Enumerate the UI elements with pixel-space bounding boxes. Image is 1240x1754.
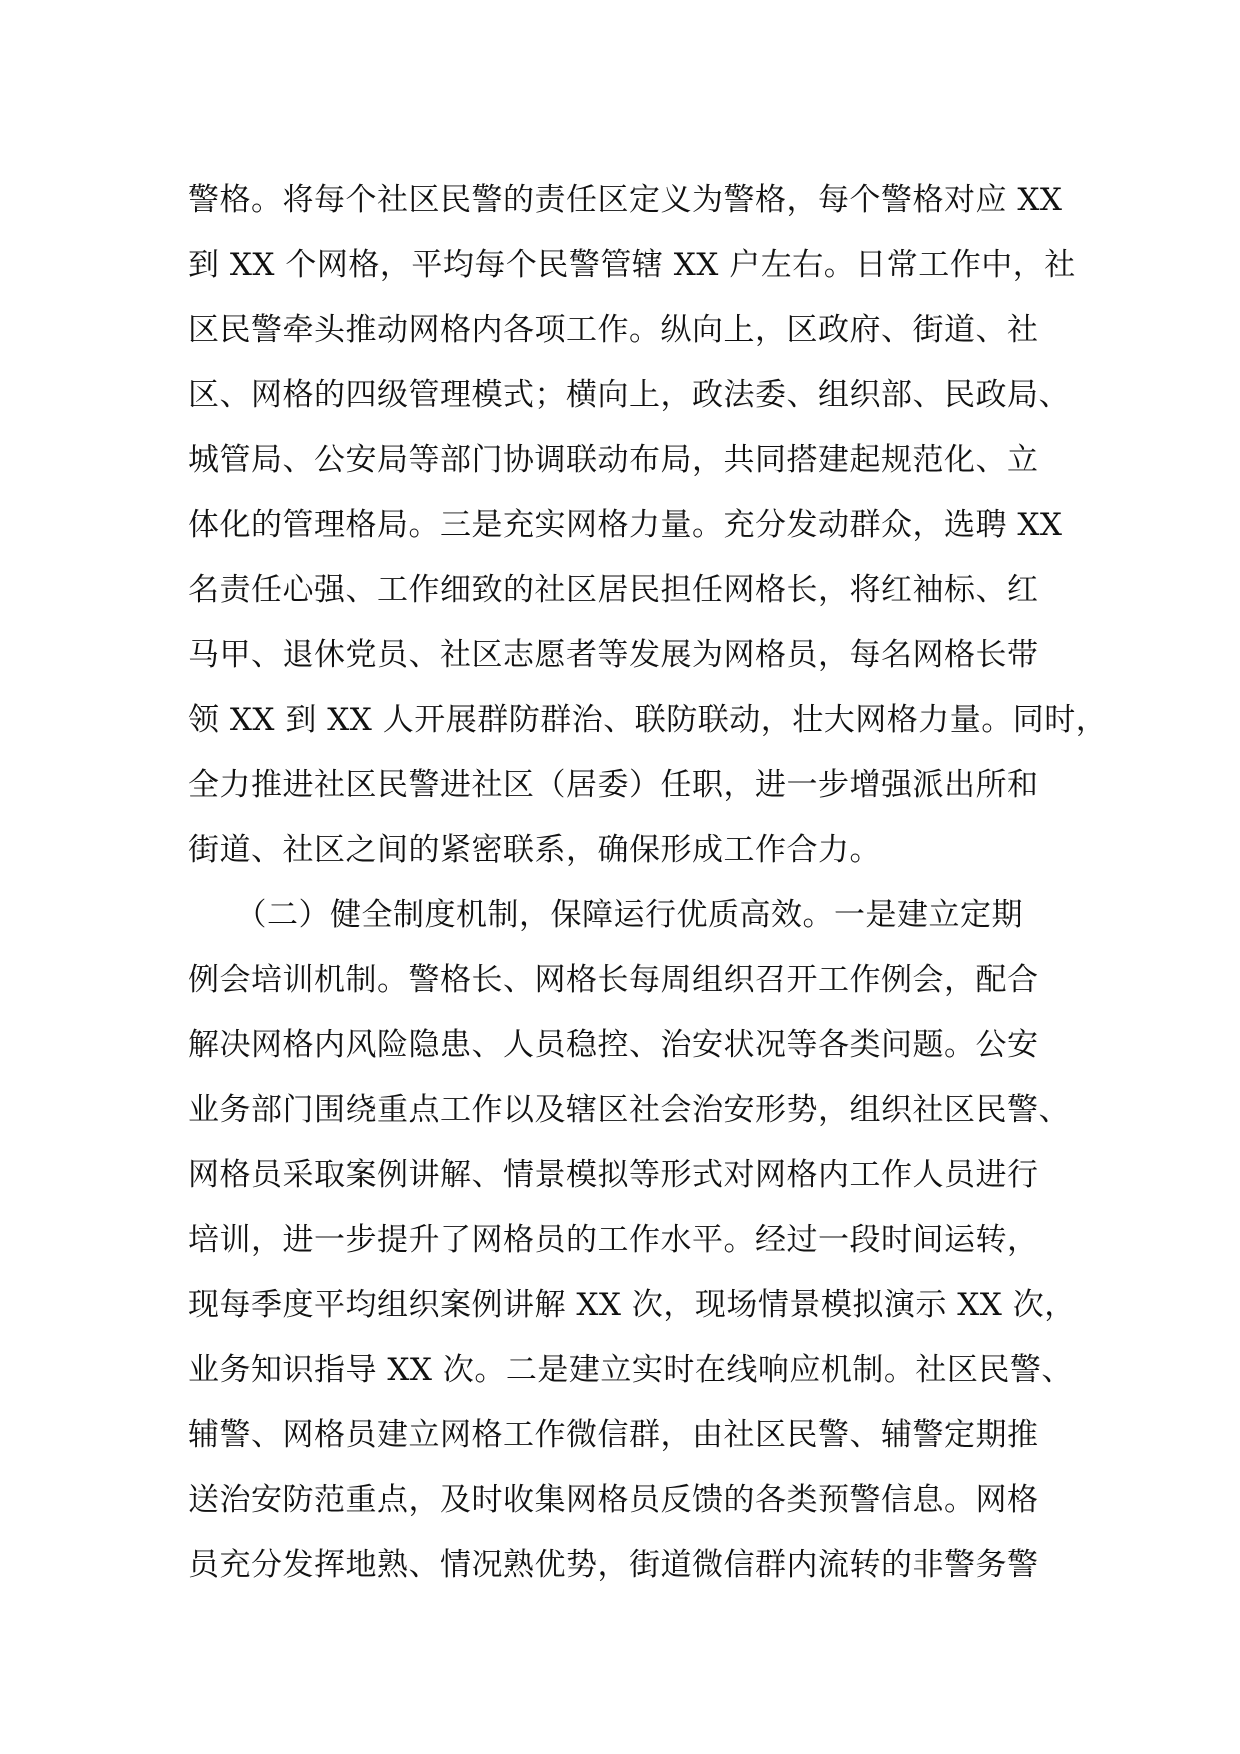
text-line: 街道、社区之间的紧密联系，确保形成工作合力。 xyxy=(188,832,881,868)
text-line: 员充分发挥地熟、情况熟优势，街道微信群内流转的非警务警 xyxy=(188,1547,1039,1583)
text-line: 到 XX 个网格，平均每个民警管辖 XX 户左右。日常工作中，社 xyxy=(188,247,1076,283)
text-line: 业务部门围绕重点工作以及辖区社会治安形势，组织社区民警、 xyxy=(188,1092,1070,1128)
section-heading-line: （二）健全制度机制，保障运行优质高效。一是建立定期 xyxy=(188,897,1023,933)
text-line: 全力推进社区民警进社区（居委）任职，进一步增强派出所和 xyxy=(188,767,1039,803)
text-line: 区民警牵头推动网格内各项工作。纵向上，区政府、街道、社 xyxy=(188,312,1039,348)
text-line: 城管局、公安局等部门协调联动布局，共同搭建起规范化、立 xyxy=(188,442,1039,478)
text-line: 网格员采取案例讲解、情景模拟等形式对网格内工作人员进行 xyxy=(188,1157,1039,1193)
body-text xyxy=(188,168,1108,1598)
text-line: 解决网格内风险隐患、人员稳控、治安状况等各类问题。公安 xyxy=(188,1027,1039,1063)
text-line: 送治安防范重点，及时收集网格员反馈的各类预警信息。网格 xyxy=(188,1482,1039,1518)
text-line: 体化的管理格局。三是充实网格力量。充分发动群众，选聘 XX xyxy=(188,507,1063,543)
text-line: 例会培训机制。警格长、网格长每周组织召开工作例会，配合 xyxy=(188,962,1039,998)
text-line: 马甲、退休党员、社区志愿者等发展为网格员，每名网格长带 xyxy=(188,637,1039,673)
text-line: 警格。将每个社区民警的责任区定义为警格，每个警格对应 XX xyxy=(188,182,1063,218)
text-line: 业务知识指导 XX 次。二是建立实时在线响应机制。社区民警、 xyxy=(188,1352,1073,1388)
text-line: 名责任心强、工作细致的社区居民担任网格长，将红袖标、红 xyxy=(188,572,1039,608)
text-line: 领 XX 到 XX 人开展群防群治、联防联动，壮大网格力量。同时， xyxy=(188,702,1108,738)
text-line: 区、网格的四级管理模式；横向上，政法委、组织部、民政局、 xyxy=(188,377,1070,413)
text-line: 培训，进一步提升了网格员的工作水平。经过一段时间运转， xyxy=(188,1222,1039,1258)
text-line: 辅警、网格员建立网格工作微信群，由社区民警、辅警定期推 xyxy=(188,1417,1039,1453)
text-line: 现每季度平均组织案例讲解 XX 次，现场情景模拟演示 XX 次， xyxy=(188,1287,1076,1323)
